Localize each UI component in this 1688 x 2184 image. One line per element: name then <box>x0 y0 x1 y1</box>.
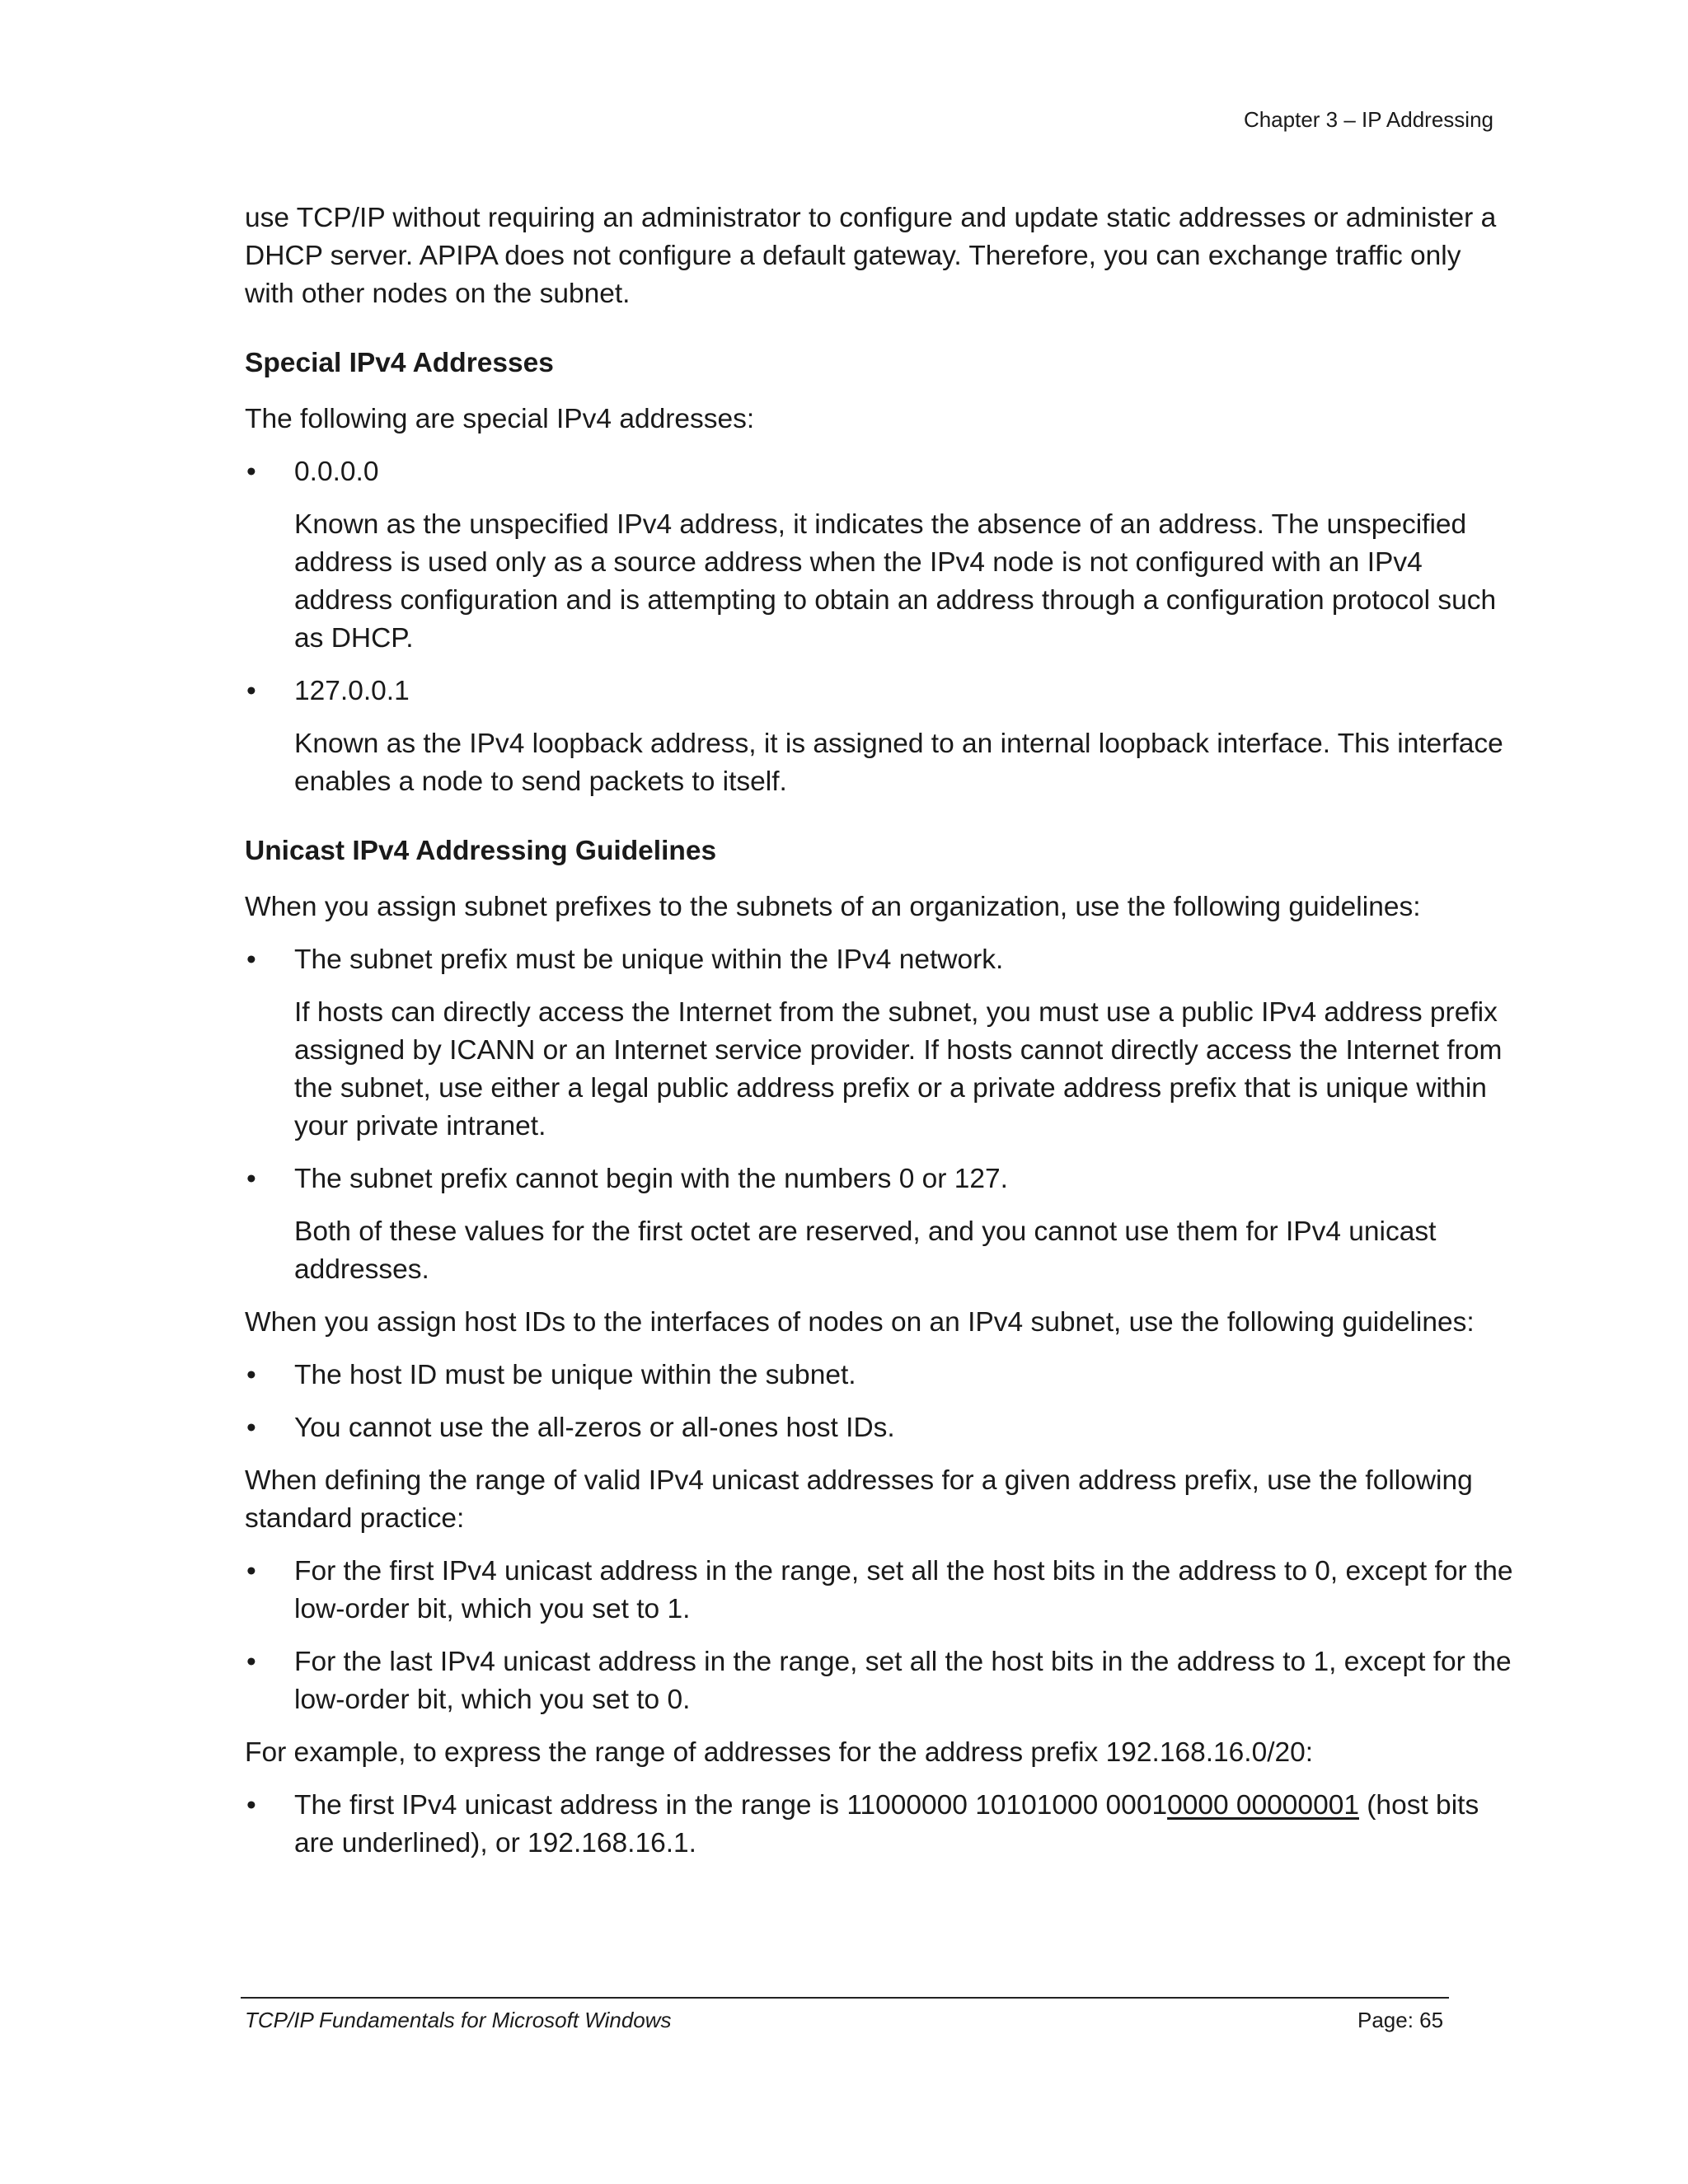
running-head: Chapter 3 – IP Addressing <box>1243 107 1493 132</box>
special-address-description: Known as the unspecified IPv4 address, it indicates the absence of an address. The unspecified address is used only as a source address when the IPv4 node is not configured with an IPv4 address configuration and is attempting to obtain an address through a configuration protocol such as DHCP. <box>294 509 1497 654</box>
bullet: • <box>246 1647 256 1677</box>
list-item <box>245 1160 1514 1198</box>
example-host-bits: 0000 00000001 <box>1167 1790 1359 1821</box>
list-item <box>245 673 1514 710</box>
page-number: Page: 65 <box>1357 2008 1444 2032</box>
section-heading-special: Special IPv4 Addresses <box>245 348 554 378</box>
subnet-guideline: The subnet prefix cannot begin with the numbers 0 or 127. <box>294 1164 1008 1194</box>
list-item <box>245 453 1514 491</box>
subnet-guidelines-lead: When you assign subnet prefixes to the subnets of an organization, use the following guidelines: <box>245 892 1421 922</box>
section-heading-unicast: Unicast IPv4 Addressing Guidelines <box>245 836 717 866</box>
page-body <box>245 199 1514 1877</box>
host-guideline: The host ID must be unique within the subnet. <box>294 1360 856 1390</box>
host-guidelines-lead: When you assign host IDs to the interfaces of nodes on an IPv4 subnet, use the following guidelines: <box>245 1307 1475 1338</box>
host-guideline: You cannot use the all-zeros or all-ones host IDs. <box>294 1413 895 1443</box>
special-lead: The following are special IPv4 addresses: <box>245 404 755 434</box>
example-lead: For example, to express the range of addresses for the address prefix 192.168.16.0/20: <box>245 1737 1314 1768</box>
footer-title: TCP/IP Fundamentals for Microsoft Windows <box>245 2008 672 2032</box>
list-item <box>245 941 1514 979</box>
intro-paragraph: use TCP/IP without requiring an administrator to configure and update static addresses or administer a DHCP server. APIPA does not configure a default gateway. Therefore, you can exchange traffic only with other nodes on the subnet. <box>245 203 1497 309</box>
subnet-guideline-description: If hosts can directly access the Internet from the subnet, you must use a public IPv4 address prefix assigned by ICANN or an Internet service provider. If hosts cannot directly access the Internet from the subnet, use either a legal public address prefix or a private address prefix that is unique within your private intranet. <box>294 997 1503 1141</box>
list-item <box>245 1553 1514 1629</box>
bullet: • <box>246 457 256 487</box>
list-item <box>245 1357 1514 1394</box>
range-practice: For the first IPv4 unicast address in the range, set all the host bits in the address to 0, except for the low-order bit, which you set to 1. <box>294 1556 1513 1624</box>
footer-divider <box>241 1997 1449 1999</box>
list-item <box>245 1409 1514 1447</box>
subnet-guideline: The subnet prefix must be unique within the IPv4 network. <box>294 944 1004 975</box>
subnet-guideline-description: Both of these values for the first octet are reserved, and you cannot use them for IPv4 unicast addresses. <box>294 1216 1437 1285</box>
bullet: • <box>246 1790 256 1821</box>
special-address-label: 127.0.0.1 <box>294 676 410 706</box>
example-text-before: The first IPv4 unicast address in the range is 11000000 10101000 0001 <box>294 1790 1168 1821</box>
bullet: • <box>246 676 256 706</box>
bullet: • <box>246 1556 256 1586</box>
range-practice-lead: When defining the range of valid IPv4 unicast addresses for a given address prefix, use the following standard practice: <box>245 1465 1473 1534</box>
list-item <box>245 1643 1514 1719</box>
example-text-after: (host bits are underlined), or 192.168.16.1. <box>294 1790 1479 1858</box>
bullet: • <box>246 1413 256 1443</box>
list-item <box>245 1787 1514 1863</box>
range-practice: For the last IPv4 unicast address in the range, set all the host bits in the address to 1, except for the low-order bit, which you set to 0. <box>294 1647 1512 1715</box>
bullet: • <box>246 1164 256 1194</box>
special-address-description: Known as the IPv4 loopback address, it is assigned to an internal loopback interface. This interface enables a node to send packets to itself. <box>294 729 1503 797</box>
bullet: • <box>246 944 256 975</box>
special-address-label: 0.0.0.0 <box>294 457 379 487</box>
bullet: • <box>246 1360 256 1390</box>
